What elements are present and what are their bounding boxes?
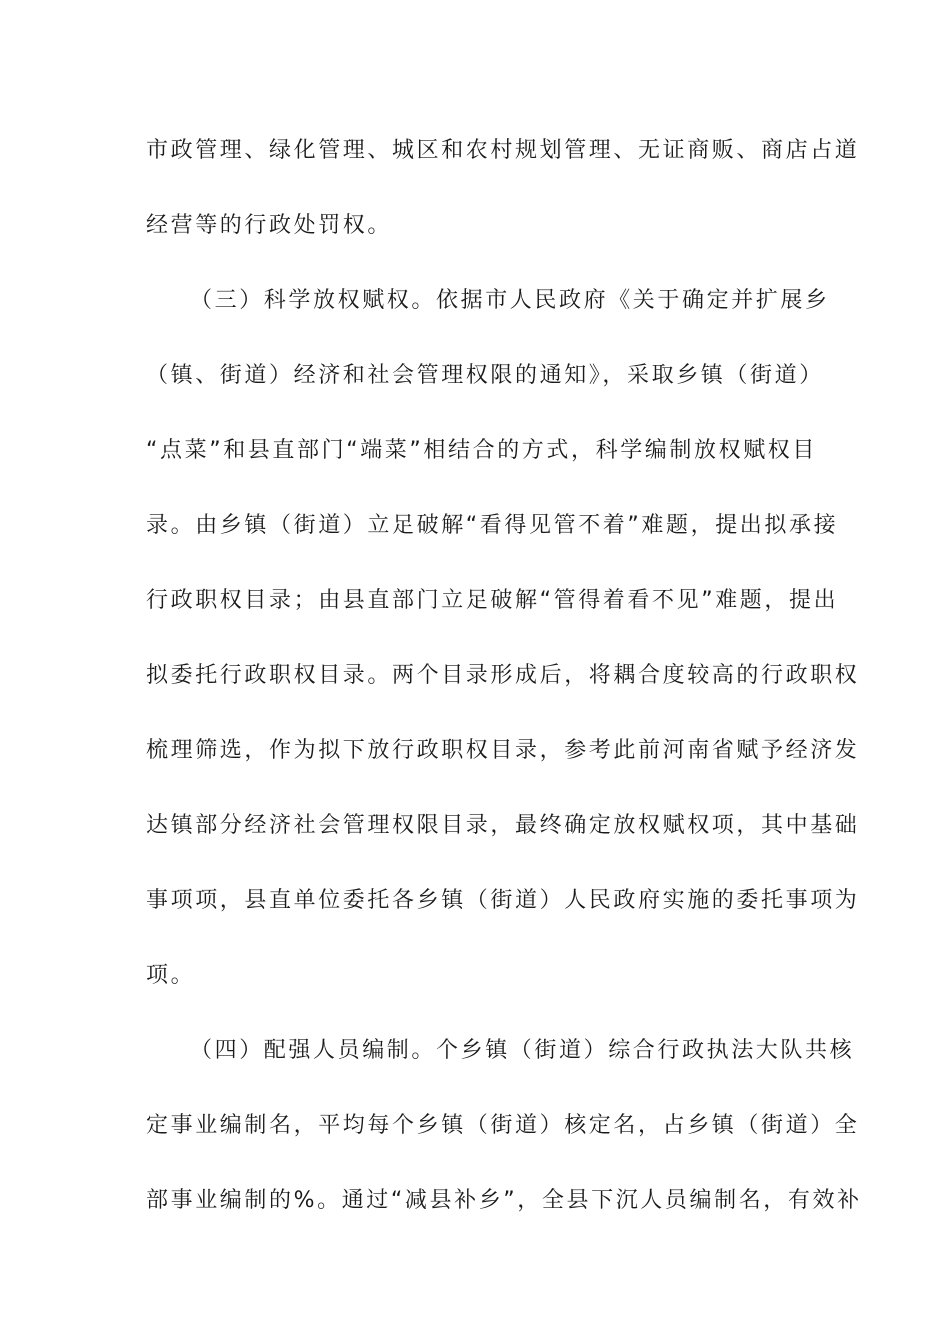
text-line: 行政职权目录；由县直部门立足破解“管得着看不见”难题，提出 bbox=[146, 588, 839, 613]
text-line: （镇、街道）经济和社会管理权限的通知》，采取乡镇（街道） bbox=[146, 363, 824, 388]
text-line: 事项项，县直单位委托各乡镇（街道）人民政府实施的委托事项为 bbox=[146, 888, 860, 913]
text-line: 达镇部分经济社会管理权限目录，最终确定放权赋权项，其中基础 bbox=[146, 813, 860, 838]
text-line: “点菜”和县直部门“端菜”相结合的方式，科学编制放权赋权目 bbox=[146, 438, 817, 463]
text-line: 梳理筛选，作为拟下放行政职权目录，参考此前河南省赋予经济发 bbox=[146, 738, 860, 763]
text-line: 经营等的行政处罚权。 bbox=[146, 213, 393, 238]
text-line: 定事业编制名，平均每个乡镇（街道）核定名，占乡镇（街道）全 bbox=[146, 1113, 860, 1138]
text-line: 录。由乡镇（街道）立足破解“看得见管不着”难题，提出拟承接 bbox=[146, 513, 839, 538]
text-line: 拟委托行政职权目录。两个目录形成后，将耦合度较高的行政职权 bbox=[146, 663, 860, 688]
text-line: 项。 bbox=[146, 963, 196, 988]
paragraph-heading-4: （四）配强人员编制。个乡镇（街道）综合行政执法大队共核 bbox=[190, 1038, 855, 1063]
text-line: 部事业编制的%。通过“减县补乡”，全县下沉人员编制名，有效补 bbox=[146, 1188, 862, 1213]
text-line: 市政管理、绿化管理、城区和农村规划管理、无证商贩、商店占道 bbox=[146, 138, 860, 163]
paragraph-heading-3: （三）科学放权赋权。依据市人民政府《关于确定并扩展乡 bbox=[190, 288, 830, 313]
